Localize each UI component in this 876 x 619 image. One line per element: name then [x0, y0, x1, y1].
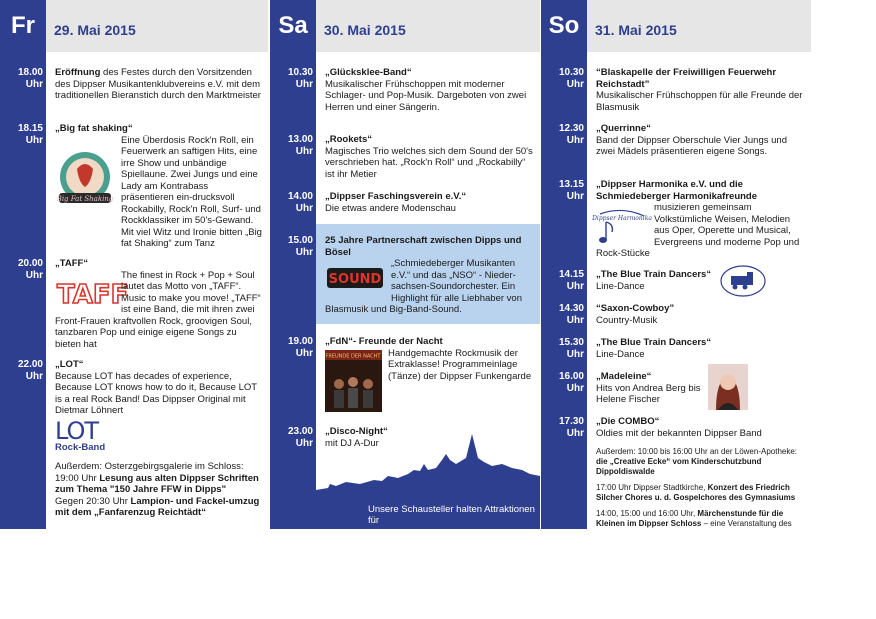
sunday-extra-notes: Außerdem: 10:00 bis 16:00 Uhr an der Löwen-Apotheke: die „Creative Ecke“ vom Kinderschutzbund Dippoldiswalde 17:00 Uhr Dippser Stadtkirche, Konzert des Friedrich Silcher Chores u. d. Gospelchores des Gymnasiums 14:00, 15:00 und 16:00 Uhr, Märchenstunde für die Kleinen im Dippser Schloss – eine Veranstaltung des: [596, 447, 798, 528]
event-saxon-cowboy: “Saxon-Cowboy” Country-Musik: [596, 303, 675, 326]
event-disco-night: „Disco-Night“ mit DJ A-Dur: [325, 426, 388, 449]
lot-logo: LOT Rock-Band: [55, 416, 106, 453]
day-header: [270, 0, 540, 52]
event-gluecksklee: „Glücksklee-Band“ Musikalischer Frühschoppen mit moderner Schlager- und Pop-Musik. Dargeboten von zwei Herren und einer Sängerin.: [325, 67, 527, 113]
event-partnerschaft: 25 Jahre Partnerschaft zwischen Dipps und Bösel SOUND „Schmiedeberger Musikanten e.V.“ und das „NSO“ - Nieder-sachsen-Soundorchester. Ein Highlight für alle Liebhaber von Blasmusik und Big-Band-Sound.: [325, 235, 522, 315]
day-date: 29. Mai 2015: [54, 22, 136, 38]
event-faschingsverein: „Dippser Faschingsverein e.V.“ Die etwas andere Modenschau: [325, 191, 467, 214]
event-harmonika: „Dippser Harmonika e.V. und die Schmiedeberger Harmonikafreunde Dippser Harmonika musizieren gemeinsam Volkstümliche Weisen, Melodien aus Oper, Operette und Musical, Evergreens und moderne Pop und Rock-Stücke: [592, 179, 800, 259]
event-time: 14.00 Uhr: [287, 191, 313, 214]
harmonika-logo: [592, 204, 652, 246]
event-madeleine: „Madeleine“ Hits von Andrea Berg bis Helene Fischer: [596, 371, 701, 405]
event-die-combo: „Die COMBO“ Oldies mit der bekannten Dippser Band: [596, 416, 762, 439]
day-date: 31. Mai 2015: [595, 22, 677, 38]
saturday-footer-note: Unsere Schausteller halten Attraktionen für: [368, 504, 535, 526]
city-skyline: [316, 434, 540, 529]
event-big-fat-shaking: „Big fat shaking“ Big Fat Shaking Eine Überdosis Rock'n Roll, ein Feuerwerk an saftigen Hits, eine irre Show und unbändige Spiellaune. Zwei Jungs und eine Lady am Kontrabass präsentieren ein-drucksvoll Rockabilly, Rock'n Roll, Surf- und Rockklassiker im 50's-Gewand. Mit viel Witz und Ironie bitten „Big fat Shaking“ zum Tanz: [55, 123, 262, 249]
big-fat-shaking-logo: [55, 149, 115, 209]
event-time: 17.30 Uhr: [558, 416, 584, 439]
day-date: 30. Mai 2015: [324, 22, 406, 38]
event-time: 13.15 Uhr: [558, 179, 584, 202]
event-time: 22.00 Uhr: [17, 359, 43, 382]
event-time: 10.30 Uhr: [558, 67, 584, 90]
svg-text:Big Fat Shaking: Big Fat Shaking: [56, 194, 114, 203]
event-fdn: „FdN“- Freunde der Nacht FREUNDE DER NACHT Handgemachte Rockmusik der Extraklasse! Programmeinlage (Tänze) der Dippser Funkengarde: [325, 336, 534, 414]
event-blue-train-2: „The Blue Train Dancers“ Line-Dance: [596, 337, 712, 360]
column-friday: [0, 0, 268, 529]
day-tag: Fr: [0, 0, 46, 52]
event-lot: „LOT“ Because LOT has decades of experience, Because LOT knows how to do it, Because LOT is a real Rock Band! Das Dippser Original mit Dietmar Löhnert LOT Rock-Band Außerdem: Osterzgebirgsgalerie im Schloss: 19:00 Uhr Lesung aus alten Dippser Schriften zum Thema "150 Jahre FFW in Dipps" Gegen 20:30 Uhr Lampion- und Fackel-umzug mit dem „Fanfarenzug Reichtädt“: [55, 359, 262, 519]
event-opening: Eröffnung des Festes durch den Vorsitzenden des Dippser Musikantenklubvereins e.V. mit dem traditionellen Bieranstich durch den Marktmeister: [55, 67, 261, 101]
event-time: 14.15 Uhr: [558, 269, 584, 292]
blue-train-logo: [719, 264, 767, 298]
event-time: 16.00 Uhr: [558, 371, 584, 394]
event-time: 18.15 Uhr: [17, 123, 43, 146]
time-strip: [270, 52, 316, 529]
event-time: 15.30 Uhr: [558, 337, 584, 360]
madeleine-photo: [708, 364, 748, 410]
column-saturday: [270, 0, 540, 529]
event-time: 15.00 Uhr: [287, 235, 313, 258]
sound-orchestra-logo: [325, 262, 385, 294]
day-header: [541, 0, 811, 52]
event-time: 12.30 Uhr: [558, 123, 584, 146]
svg-text:FREUNDE DER NACHT: FREUNDE DER NACHT: [325, 353, 381, 359]
svg-text:SOUND: SOUND: [328, 272, 382, 287]
event-time: 10.30 Uhr: [287, 67, 313, 90]
event-blue-train-1: „The Blue Train Dancers“ Line-Dance: [596, 269, 712, 292]
svg-text:Dippser Harmonika: Dippser Harmonika: [592, 215, 652, 222]
event-querrinne: „Querrinne“ Band der Dippser Oberschule Vier Jungs und zwei Mädels präsentieren eigene Songs.: [596, 123, 787, 157]
event-time: 13.00 Uhr: [287, 134, 313, 157]
day-tag: Sa: [270, 0, 316, 52]
event-time: 23.00 Uhr: [287, 426, 313, 449]
event-blaskapelle: “Blaskapelle der Freiwilligen Feuerwehr Reichstadt” Musikalischer Frühschoppen für alle Freunde der Blasmusik: [596, 67, 803, 113]
event-time: 14.30 Uhr: [558, 303, 584, 326]
event-time: 18.00 Uhr: [17, 67, 43, 90]
event-taff: „TAFF“ TAFF The finest in Rock + Pop + Soul lautet das Motto von „TAFF“. Music to make you move! „TAFF“ ist eine Band, die mit ihren zwei Front-Frauen kraftvollen Rock, groovigen Soul, tanzbaren Pop und einige eigene Songs zu bieten hat: [55, 258, 261, 350]
fdn-band-photo: [325, 350, 382, 412]
event-rookets: „Rookets“ Magisches Trio welches sich dem Sound der 50's verschrieben hat. „Rock'n Roll“ und „Rockabilly“ ist ihr Metier: [325, 134, 533, 180]
taff-logo: [55, 278, 129, 310]
day-header: [0, 0, 268, 52]
friday-extra-note: Außerdem: Osterzgebirgsgalerie im Schloss: 19:00 Uhr Lesung aus alten Dippser Schriften zum Thema "150 Jahre FFW in Dipps" Gegen 20:30 Uhr Lampion- und Fackel-umzug mit dem „Fanfarenzug Reichtädt“: [55, 461, 260, 518]
day-tag: So: [541, 0, 587, 52]
event-time: 19.00 Uhr: [287, 336, 313, 359]
svg-text:TAFF: TAFF: [57, 279, 129, 310]
event-time: 20.00 Uhr: [17, 258, 43, 281]
column-sunday: [541, 0, 811, 529]
